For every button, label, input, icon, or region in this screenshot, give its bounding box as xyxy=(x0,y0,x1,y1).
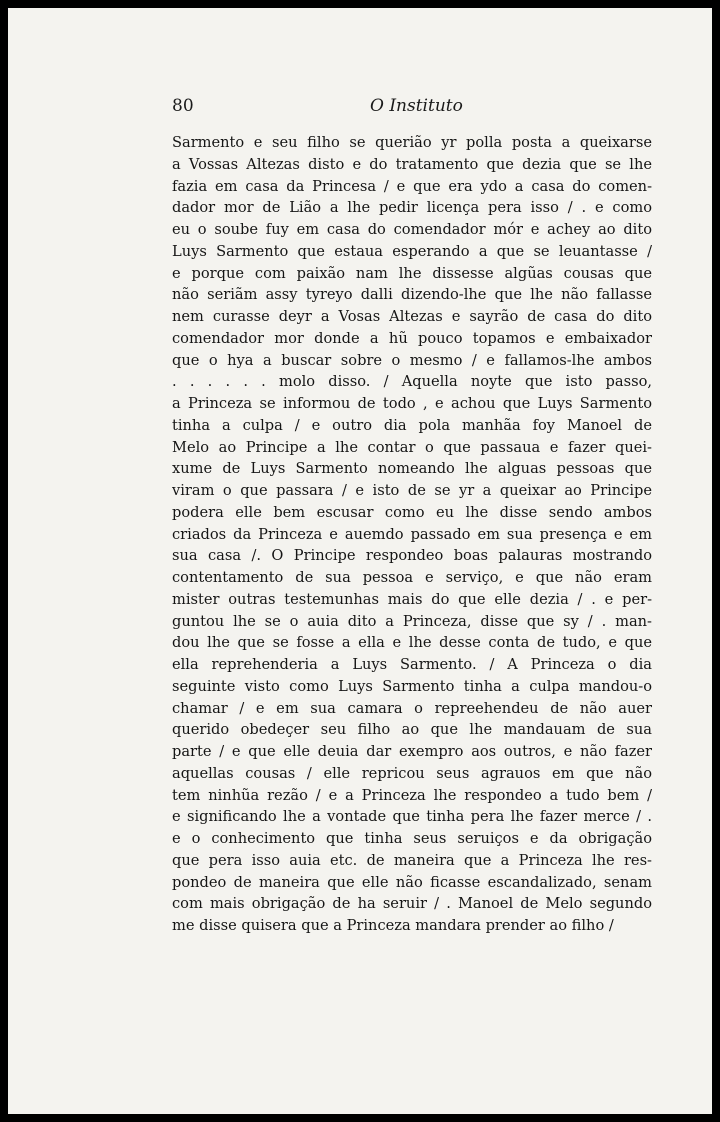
page-header xyxy=(172,96,652,120)
text-line: ella reprehenderia a Luys Sarmento. / A Princeza o dia xyxy=(172,656,652,673)
text-line: pondeo de maneira que elle não ficasse escandalizado, senam xyxy=(172,873,652,891)
text-line: e o conhecimento que tinha seus seruiços e da obrigação xyxy=(172,830,652,847)
body-text xyxy=(172,132,652,937)
text-line: comendador mor donde a hũ pouco topamos e embaixador xyxy=(172,329,652,347)
text-line: nem curasse deyr a Vosas Altezas e sayrão de casa do dito xyxy=(172,308,652,325)
book-page xyxy=(8,8,712,1114)
page-number: 80 xyxy=(172,96,194,116)
text-line: guntou lhe se o auia dito a Princeza, disse que sy / . man- xyxy=(172,612,652,630)
text-line: chamar / e em sua camara o repreehendeu de não auer xyxy=(172,699,652,717)
text-line: dou lhe que se fosse a ella e lhe desse conta de tudo, e que xyxy=(172,634,652,652)
text-line: a Princeza se informou de todo , e achou que Luys Sarmento xyxy=(172,395,652,412)
text-line: e significando lhe a vontade que tinha pera lhe fazer merce / . xyxy=(172,808,652,826)
text-line: a Vossas Altezas disto e do tratamento que dezia que se lhe xyxy=(172,155,652,173)
running-title: O Instituto xyxy=(370,96,463,116)
text-line: seguinte visto como Luys Sarmento tinha a culpa mandou-o xyxy=(172,677,652,695)
text-line: não seriãm assy tyreyo dalli dizendo-lhe que lhe não fallasse xyxy=(172,286,652,304)
text-line: sua casa /. O Principe respondeo boas palauras mostrando xyxy=(172,547,652,565)
text-line: fazia em casa da Princesa / e que era ydo a casa do comen- xyxy=(172,177,652,195)
text-line: querido obedeçer seu filho ao que lhe mandauam de sua xyxy=(172,721,652,739)
text-line: contentamento de sua pessoa e serviço, e que não eram xyxy=(172,569,652,586)
text-line: Sarmento e seu filho se querião yr polla posta a queixarse xyxy=(172,134,652,151)
text-line: e porque com paixão nam lhe dissesse algũas cousas que xyxy=(172,264,652,282)
text-line: que pera isso auia etc. de maneira que a Princeza lhe res- xyxy=(172,851,652,869)
text-line: tem ninhũa rezão / e a Princeza lhe respondeo a tudo bem / xyxy=(172,786,652,804)
text-line: Luys Sarmento que estaua esperando a que se leuantasse / xyxy=(172,242,652,260)
text-line: parte / e que elle deuia dar exempro aos outros, e não fazer xyxy=(172,743,652,760)
text-line: dador mor de Lião a lhe pedir licença pera isso / . e como xyxy=(172,199,652,217)
text-line: tinha a culpa / e outro dia pola manhãa foy Manoel de xyxy=(172,416,652,434)
text-line: Melo ao Principe a lhe contar o que passaua e fazer quei- xyxy=(172,438,652,456)
text-line: eu o soube fuy em casa do comendador mór e achey ao dito xyxy=(172,221,652,238)
text-line: podera elle bem escusar como eu lhe disse sendo ambos xyxy=(172,503,652,521)
text-line: que o hya a buscar sobre o mesmo / e fallamos-lhe ambos xyxy=(172,351,652,369)
text-line: viram o que passara / e isto de se yr a queixar ao Principe xyxy=(172,482,652,499)
text-line: . . . . . . molo disso. / Aquella noyte que isto passo, xyxy=(172,373,652,391)
text-line: me disse quisera que a Princeza mandara prender ao filho / xyxy=(172,917,614,934)
text-line: mister outras testemunhas mais do que elle dezia / . e per- xyxy=(172,590,652,608)
text-line: xume de Luys Sarmento nomeando lhe alguas pessoas que xyxy=(172,460,652,478)
text-line: com mais obrigação de ha seruir / . Manoel de Melo segundo xyxy=(172,895,652,913)
text-line: criados da Princeza e auemdo passado em sua presença e em xyxy=(172,525,652,543)
text-line: aquellas cousas / elle repricou seus agrauos em que não xyxy=(172,764,652,782)
